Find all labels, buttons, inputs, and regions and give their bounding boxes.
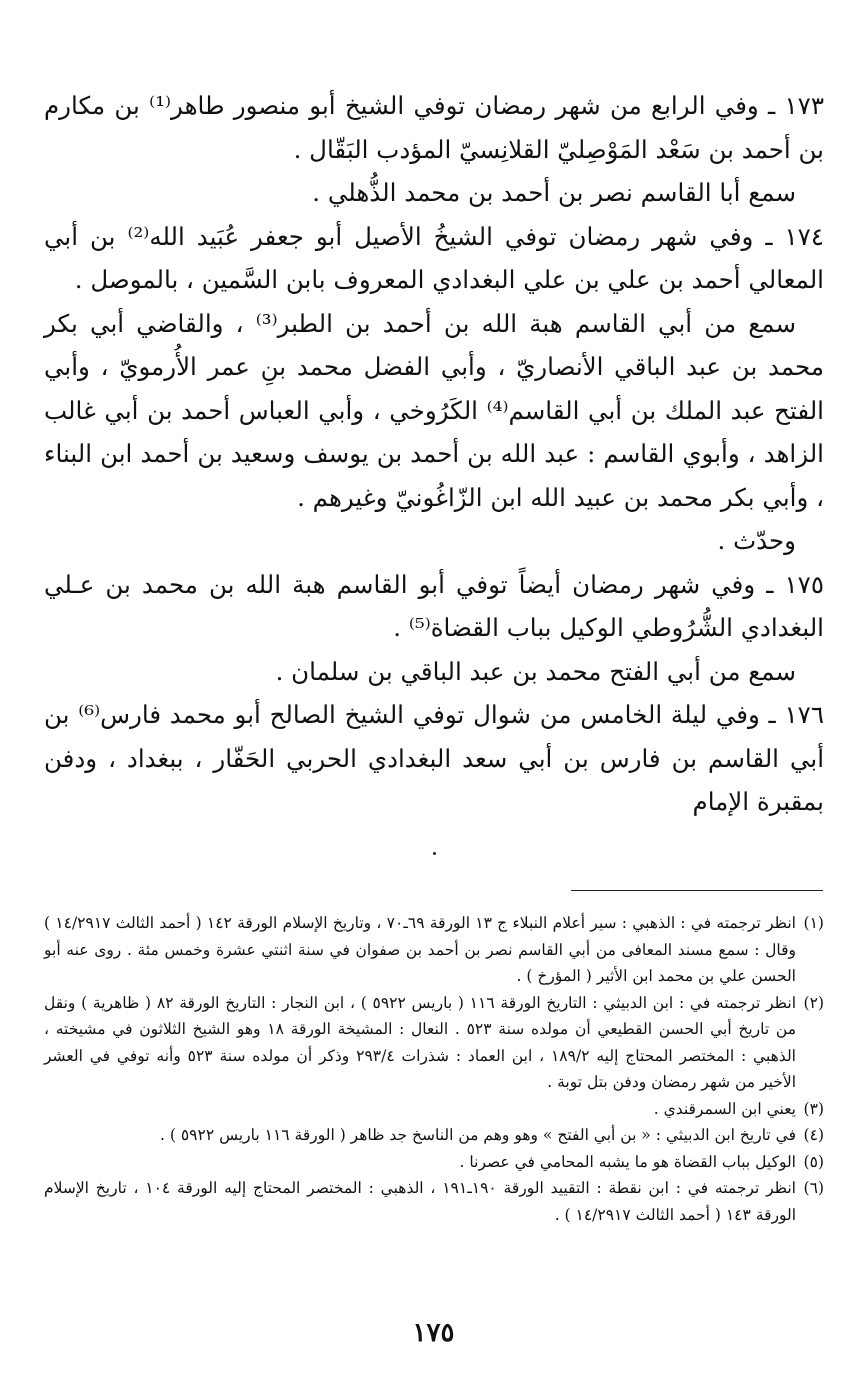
footnote-4 xyxy=(44,1122,824,1149)
footnote-text: يعني ابن السمرقندي . xyxy=(653,1099,796,1118)
footnote-1 xyxy=(44,910,824,990)
footnote-3 xyxy=(44,1096,824,1123)
entry-175-note: سمع من أبي الفتح محمد بن عبد الباقي بن سلمان . xyxy=(275,656,796,686)
footnote-number: (٦) xyxy=(803,1179,824,1197)
entry-175: ١٧٥ ـ وفي شهر رمضان أيضاً توفي أبو القاسم هبة الله بن محمد بن عـلي البغدادي الشُّرُوطي الوكيل بباب القضاة⁽⁵⁾ . xyxy=(44,569,824,642)
entry-176: ١٧٦ ـ وفي ليلة الخامس من شوال توفي الشيخ الصالح أبو محمد فارس⁽⁶⁾ بن أبي القاسم بن فارس بن أبي سعد البغدادي الحربي الحَفّار ، ببغداد ، ودفن بمقبرة الإمام xyxy=(44,700,824,816)
stray-dot-mark xyxy=(433,852,436,855)
footnote-5 xyxy=(44,1149,824,1176)
footnote-text: انظر ترجمته في : ابن نقطة : التقييد الورقة ١٩٠ـ١٩١ ، الذهبي : المختصر المحتاج إليه الورقة ١٠٤ ، تاريخ الإسلام الورقة ١٤٣ ( أحمد الثالث ١٤/٢٩١٧ ) . xyxy=(44,1179,796,1224)
entry-173: ١٧٣ ـ وفي الرابع من شهر رمضان توفي الشيخ أبو منصور طاهر⁽¹⁾ بن مكارم بن أحمد بن سَعْد المَوْصِليّ القلانِسيّ المؤدب البَقّال . xyxy=(44,91,824,164)
footnote-text: الوكيل بباب القضاة هو ما يشبه المحامي في عصرنا . xyxy=(459,1152,796,1171)
entry-174-note-2: وحدّث . xyxy=(717,526,796,555)
footnote-text: انظر ترجمته في : الذهبي : سير أعلام النبلاء ج ١٣ الورقة ٦٩ـ٧٠ ، وتاريخ الإسلام الورقة ١٤٢ ( أحمد الثالث ١٤/٢٩١٧ ) وقال : سمع مسند المعافى من أبي القاسم نصر بن أحمد بن صفوان في سنة اثنتي عشرة وخمس مئة . روى عنه أبو الحسن علي بن محمد ابن الأثير ( المؤرخ ) . xyxy=(44,914,796,985)
entry-174: ١٧٤ ـ وفي شهر رمضان توفي الشيخُ الأصيل أبو جعفر عُبَيد الله⁽²⁾ بن أبي المعالي أحمد بن علي بن علي البغدادي المعروف بابن السَّمين ، بالموصل . xyxy=(44,221,824,294)
footnote-text: انظر ترجمته في : ابن الدبيثي : التاريخ الورقة ١١٦ ( باريس ٥٩٢٢ ) ، ابن النجار : التاريخ الورقة ٨٢ ( ظاهرية ) ونقل من تاريخ أبي الحسن القطيعي أن مولده سنة ٥٢٣ . النعال : المشيخة الورقة ١٨ وهو الشيخ الثلاثون في مشيخته ، الذهبي : المختصر المحتاج إليه ١٨٩/٢ ، ابن العماد : شذرات ٢٩٣/٤ وذكر أن مولده سنة ٥٢٣ وأنه توفي في العشر الأخير من شهر رمضان ودفن بتل توبة . xyxy=(44,993,796,1091)
footnote-6 xyxy=(44,1175,824,1228)
footnotes xyxy=(44,910,824,1228)
footnote-number: (٣) xyxy=(803,1099,824,1118)
page-number: ١٧٥ xyxy=(412,1318,455,1348)
footnote-number: (٥) xyxy=(803,1152,824,1171)
footnote-number: (٤) xyxy=(803,1126,824,1144)
footnote-number: (٢) xyxy=(803,993,824,1012)
footnote-separator xyxy=(571,890,823,891)
footnote-2 xyxy=(44,990,824,1096)
entry-174-note: سمع من أبي القاسم هبة الله بن أحمد بن الطبر⁽³⁾ ، والقاضي أبي بكر محمد بن عبد الباقي الأنصاريّ ، وأبي الفضل محمد بنِ عمر الأُرمويّ ، وأبي الفتح عبد الملك بن أبي القاسم⁽⁴⁾ الكَرُوخي ، وأبي العباس أحمد بن أبي غالب الزاهد ، وأبوي القاسم : عبد الله بن أحمد بن يوسف وسعيد بن أحمد ابن البناء ، وأبي بكر محمد بن عبيد الله ابن الزّاغُونيّ وغيرهم . xyxy=(44,308,824,512)
main-text-body xyxy=(44,84,824,824)
entry-173-note: سمع أبا القاسم نصر بن أحمد بن محمد الذُّهلي . xyxy=(312,178,796,207)
footnote-text: في تاريخ ابن الدبيثي : « بن أبي الفتح » وهو وهم من الناسخ جد ظاهر ( الورقة ١١٦ باريس ٥٩٢٢ ) . xyxy=(160,1126,796,1144)
footnote-number: (١) xyxy=(803,914,824,932)
